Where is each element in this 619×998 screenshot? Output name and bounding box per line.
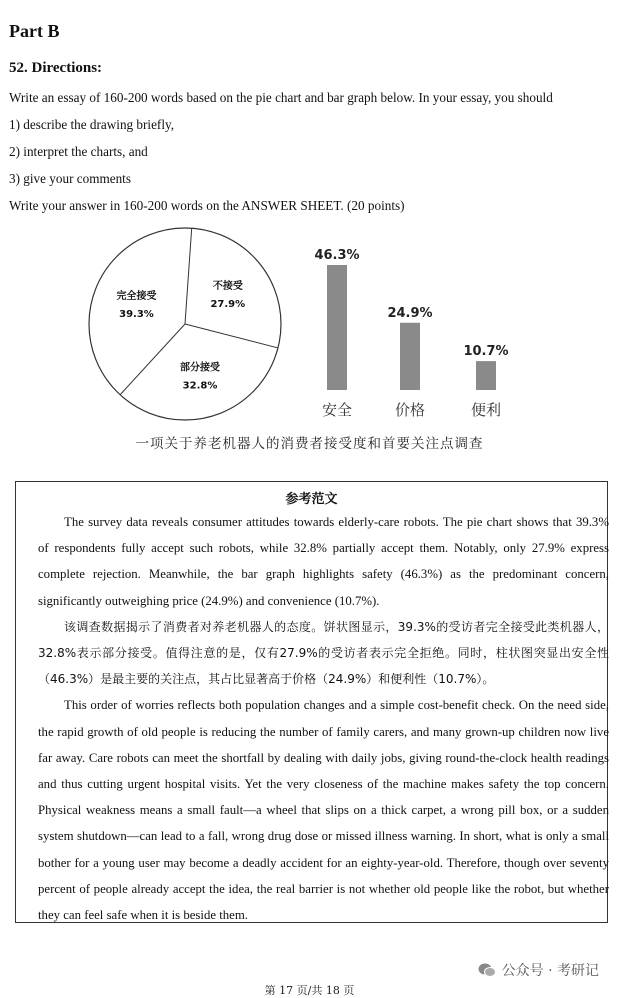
bar-category-label: 便利 <box>470 401 502 419</box>
directions-line: Write your answer in 160-200 words on the ANSWER SHEET. (20 points) <box>9 198 405 213</box>
pie-slice-value: 27.9% <box>210 299 246 311</box>
watermark-text: 公众号 · 考研记 <box>501 963 599 979</box>
essay-paragraph-chinese: 该调查数据揭示了消费者对养老机器人的态度。饼状图显示，39.3%的受访者完全接受此类机器人，32.8%表示部分接受。值得注意的是，仅有27.9%的受访者表示完全拒绝。同时，柱状图突显出安全性（46.3%）是最主要的关注点，其占比显著高于价格（24.9%）和便利性（10.7%）。 <box>38 619 609 687</box>
essay-paragraph: The survey data reveals consumer attitudes towards elderly-care robots. The pie chart shows that 39.3% of respondents fully accept such robots, while 32.8% partially accept them. Notably, only 27.9% express complete rejection. Meanwhile, the bar graph highlights safety (46.3%) as the predominant concern, significantly outweighing price (24.9%) and convenience (10.7%). <box>38 515 609 608</box>
part-heading: Part B <box>9 21 60 41</box>
essay-paragraph: This order of worries reflects both population changes and a simple cost-benefit check. On the need side, the rapid growth of old people is reducing the number of family carers, and many grown-up children now live far away. Care robots can meet the shortfall by dealing with daily jobs, giving round-the-clock health readings and thus cutting urgent hospital visits. Yet the very closeness of the machine makes safety the top concern. Physical weakness means a small fault—a wheel that slips on a thick carpet, a wrong pill box, or a sudden system shutdown—can lead to a fall, wrong drug dose or missed illness warning. In short, what is only a small bother for a young user may become a deadly accident for an eighty-year-old. Therefore, though over seventy percent of people already accept the idea, the real barrier is not whether old people like the robot, but whether they can feel safe when it is beside them. <box>38 698 609 923</box>
sample-essay-box <box>15 481 608 923</box>
bar-category-label: 安全 <box>321 401 353 419</box>
pie-slice-label: 部分接受 <box>180 362 221 374</box>
essay-title: 参考范文 <box>285 492 338 507</box>
bar-value-label: 24.9% <box>387 305 433 321</box>
bar-category-label: 价格 <box>394 401 426 419</box>
bar-chart <box>300 240 530 425</box>
page-footer: 第 17 页/共 18 页 <box>264 984 355 997</box>
wechat-watermark <box>478 960 599 980</box>
essay-body <box>38 509 609 928</box>
chart-caption: 一项关于养老机器人的消费者接受度和首要关注点调查 <box>135 436 484 452</box>
wechat-icon <box>478 962 496 978</box>
bar <box>327 265 347 390</box>
directions-line: 3) give your comments <box>9 171 131 186</box>
pie-chart <box>80 222 295 422</box>
directions-heading: 52. Directions: <box>9 60 103 76</box>
bar-value-label: 46.3% <box>314 248 360 263</box>
bar-value-label: 10.7% <box>463 344 509 360</box>
directions-line: 1) describe the drawing briefly, <box>9 117 175 132</box>
bar <box>400 323 420 390</box>
directions-line: 2) interpret the charts, and <box>9 144 148 159</box>
directions-line: Write an essay of 160-200 words based on the pie chart and bar graph below. In your essay, you should <box>9 90 553 105</box>
bar <box>476 361 496 390</box>
pie-slice-value: 32.8% <box>182 380 218 392</box>
pie-slice-label: 不接受 <box>212 281 243 293</box>
pie-slice-value: 39.3% <box>119 309 154 321</box>
pie-slice-label: 完全接受 <box>116 291 157 303</box>
